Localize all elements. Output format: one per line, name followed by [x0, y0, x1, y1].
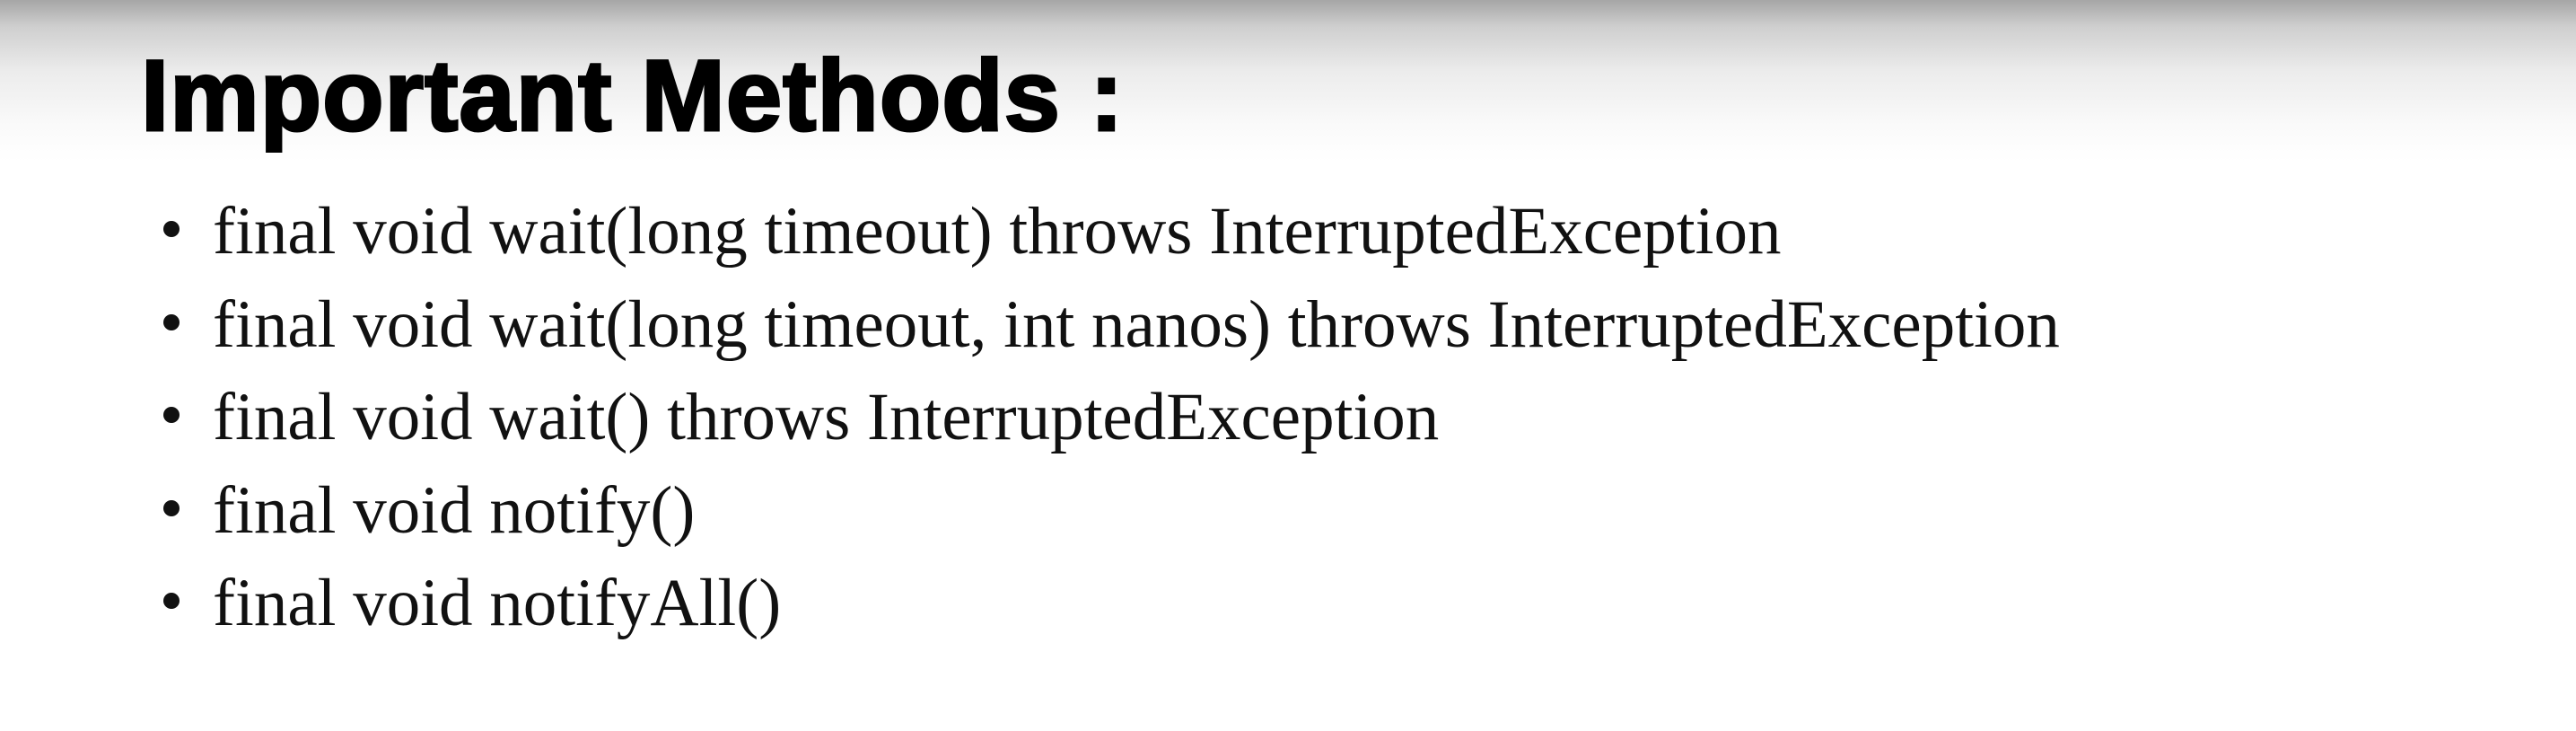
method-signature: final void notify() — [213, 472, 696, 548]
slide-title: Important Methods : — [141, 40, 1125, 152]
bullet-dot-icon — [163, 593, 180, 609]
method-signature: final void notifyAll() — [213, 566, 782, 640]
method-signature: final void wait(long timeout, int nanos) throws InterruptedException — [213, 286, 2060, 362]
bullet-dot-icon — [163, 221, 180, 237]
bullet-dot-icon — [163, 500, 180, 516]
method-signature: final void wait(long timeout) throws InterruptedException — [213, 194, 1782, 269]
bullet-dot-icon — [163, 407, 180, 423]
bullet-dot-icon — [163, 314, 180, 330]
method-signature: final void wait() throws InterruptedException — [213, 380, 1440, 454]
